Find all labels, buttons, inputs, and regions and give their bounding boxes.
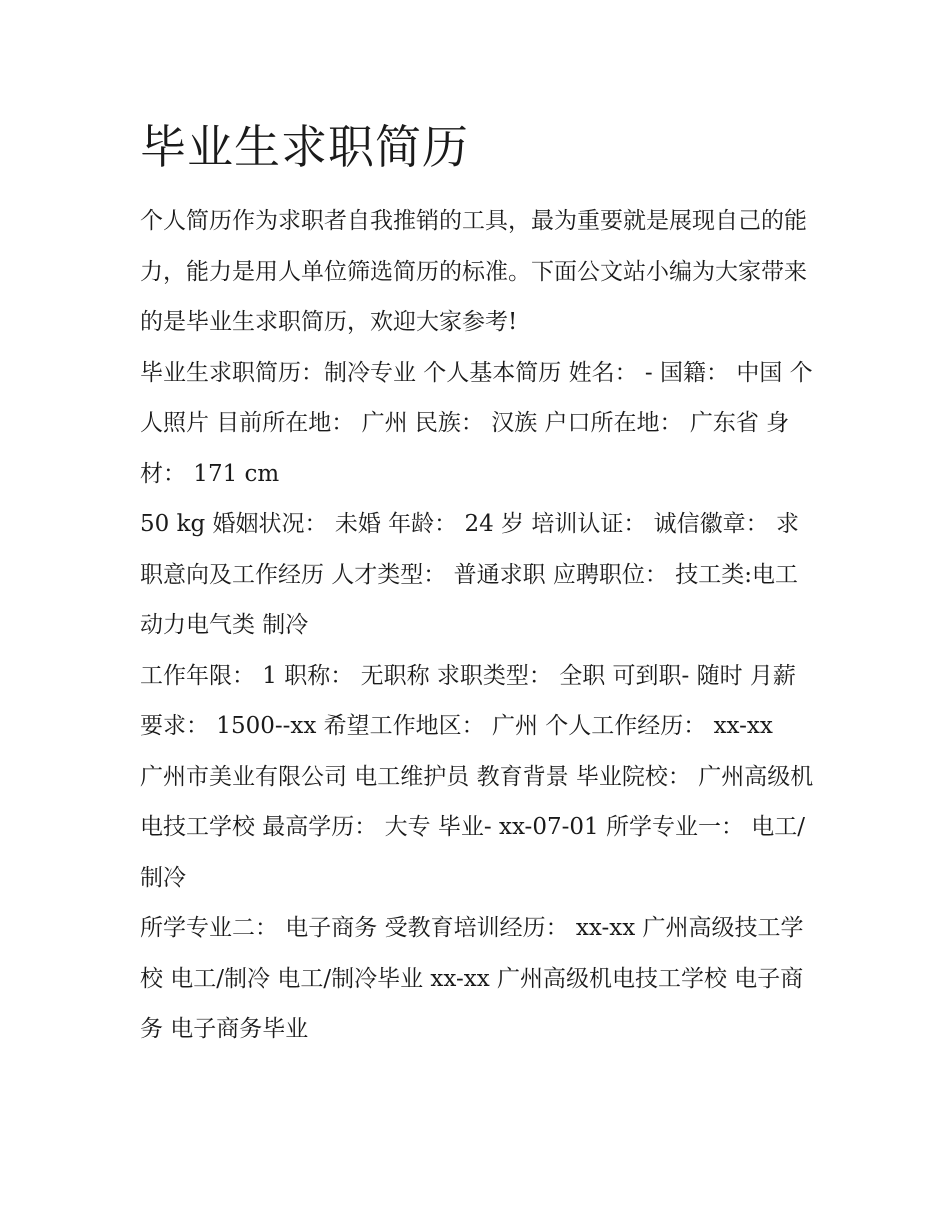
work-experience-paragraph: 工作年限： 1 职称： 无职称 求职类型： 全职 可到职- 随时 月薪要求： 1500--xx 希望工作地区： 广州 个人工作经历： xx-xx (140, 662, 796, 739)
education-paragraph: 广州市美业有限公司 电工维护员 教育背景 毕业院校： 广州高级机电技工学校 最高学历： 大专 毕业- xx-07-01 所学专业一： 电工/制冷 (140, 763, 814, 891)
document-page (140, 112, 816, 1055)
intro-paragraph: 个人简历作为求职者自我推销的工具，最为重要就是展现自己的能力，能力是用人单位筛选简历的标准。下面公文站小编为大家带来的是毕业生求职简历，欢迎大家参考! (140, 208, 807, 335)
job-intention-paragraph: 50 kg 婚姻状况： 未婚 年龄： 24 岁 培训认证： 诚信徽章： 求职意向及工作经历 人才类型： 普通求职 应聘职位： 技工类:电工 动力电气类 制冷 (140, 511, 799, 638)
document-body (140, 196, 816, 1055)
document-title: 毕业生求职简历 (140, 120, 469, 174)
training-paragraph: 所学专业二： 电子商务 受教育培训经历： xx-xx 广州高级技工学校 电工/制冷 电工/制冷毕业 xx-xx 广州高级机电技工学校 电子商务 电子商务毕业 (140, 915, 804, 1042)
basic-info-paragraph: 毕业生求职简历：制冷专业 个人基本简历 姓名： - 国籍： 中国 个人照片 目前所在地： 广州 民族： 汉族 户口所在地： 广东省 身材： 171 cm (140, 359, 813, 487)
